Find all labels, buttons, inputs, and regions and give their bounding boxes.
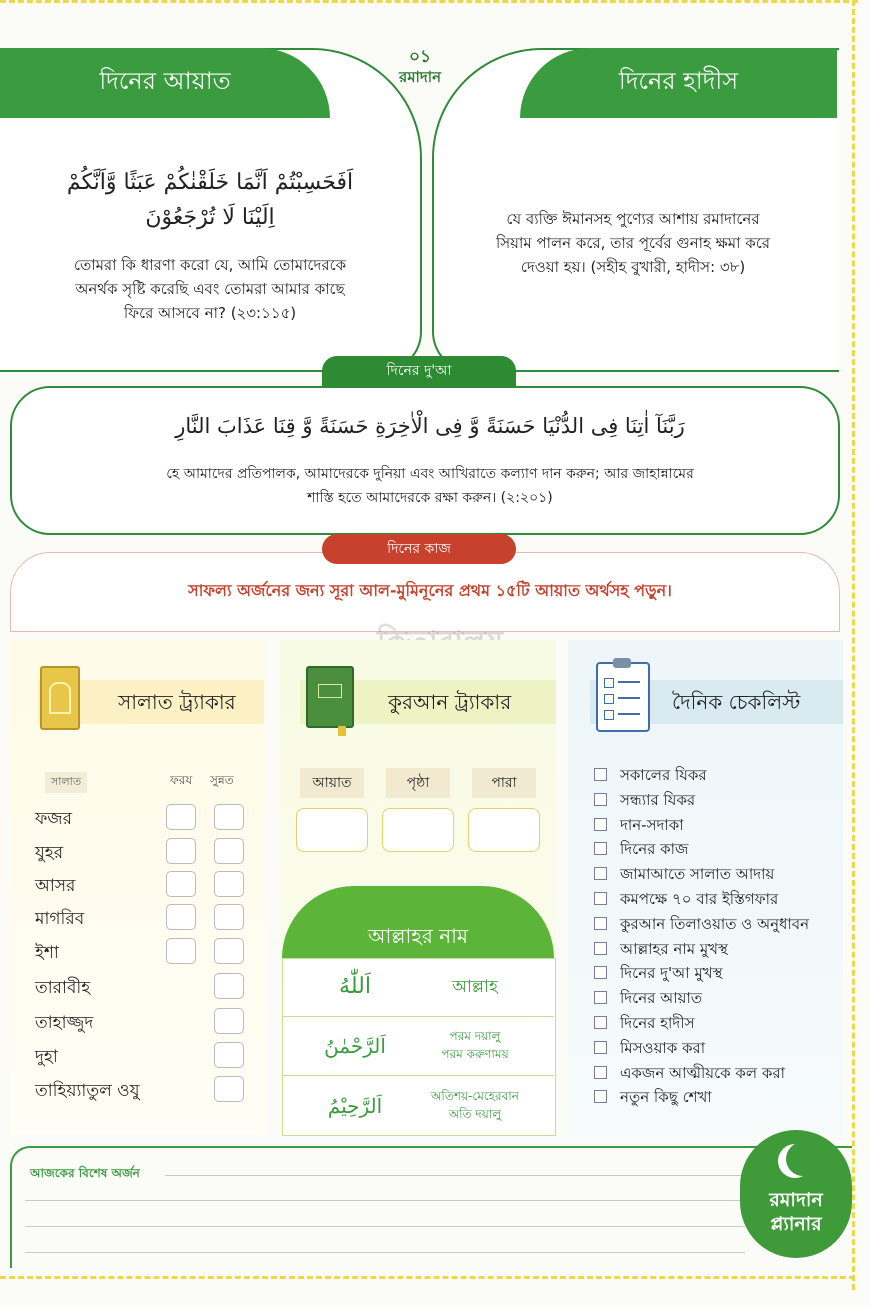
sunnah-checkbox[interactable] (214, 904, 244, 930)
fard-checkbox[interactable] (166, 804, 196, 830)
ayat-bangla-line1: তোমরা কি ধারণা করো যে, আমি তোমাদেরকে (73, 256, 347, 274)
checklist-item: মিসওয়াক করা (620, 1038, 706, 1057)
dua-box (10, 386, 840, 535)
prayer-name: যুহর (35, 843, 64, 863)
checklist-checkbox[interactable] (594, 768, 607, 781)
quran-book-icon (306, 666, 354, 728)
quran-para-input[interactable] (468, 808, 540, 852)
names-divider-2 (282, 1075, 554, 1076)
checklist-checkbox[interactable] (594, 1090, 607, 1103)
prayer-name: আসর (35, 876, 76, 896)
quran-ayat-input[interactable] (296, 808, 368, 852)
top-border (0, 0, 858, 6)
checklist-item: নতুন কিছু শেখা (620, 1088, 712, 1107)
name-3-bangla2: অতি দয়ালু (448, 1107, 502, 1121)
prayer-name: তাহিয়্যাতুল ওযু (35, 1081, 140, 1101)
checklist-checkbox[interactable] (594, 867, 607, 880)
hadith-line3: দেওয়া হয়। (সহীহ বুখারী, হাদীস: ৩৮) (520, 258, 746, 276)
hadith-title: দিনের হাদীস (520, 48, 837, 118)
dua-arabic: رَبَّنَآ اٰتِنَا فِى الدُّنْيَا حَسَنَةً وَّ فِى الْاٰخِرَةِ حَسَنَةً وَّ قِنَا عَذَابَ النَّارِ (175, 414, 685, 438)
prayer-name: ফজর (35, 809, 72, 829)
quran-col-para: পারা (472, 768, 536, 798)
sunnah-checkbox[interactable] (214, 938, 244, 964)
prayer-name: দুহা (35, 1047, 58, 1067)
salat-col-name: সালাত (45, 772, 87, 793)
sunnah-checkbox[interactable] (214, 973, 244, 999)
name-3-bangla1: অতিশয়-মেহেরবান (431, 1089, 519, 1103)
prayer-name: মাগরিব (35, 909, 85, 929)
quran-page-input[interactable] (382, 808, 454, 852)
salat-title: সালাত ট্র্যাকার (118, 690, 236, 714)
checklist-item: জামাআতে সালাত আদায় (620, 865, 775, 884)
sunnah-checkbox[interactable] (214, 838, 244, 864)
checklist-checkbox[interactable] (594, 1066, 607, 1079)
checklist-checkbox[interactable] (594, 793, 607, 806)
name-1-arabic: اَللّٰهُ (339, 974, 371, 999)
hadith-line2: সিয়াম পালন করে, তার পূর্বের গুনাহ ক্ষমা করে (495, 234, 771, 252)
checklist-item: দিনের দু'আ মুখস্থ (620, 964, 723, 983)
achievement-line-4 (25, 1252, 745, 1253)
checklist-title: দৈনিক চেকলিস্ট (672, 690, 801, 714)
names-divider-1 (282, 1016, 554, 1017)
prayer-name: তারাবীহ (35, 978, 91, 998)
logo-line2: প্ল্যানার (770, 1213, 822, 1235)
checklist-item: দান-সদাকা (620, 815, 684, 834)
day-number: ০১ (408, 47, 432, 67)
fard-checkbox[interactable] (166, 904, 196, 930)
checklist-item: সকালের যিকর (620, 766, 707, 784)
ayat-arabic-line1: اَفَحَسِبْتُمْ اَنَّمَا خَلَقْنٰكُمْ عَبَثًا وَّاَنَّكُمْ (66, 170, 354, 195)
kaj-text: সাফল্য অর্জনের জন্য সূরা আল-মুমিনূনের প্রথম ১৫টি আয়াত অর্থসহ পড়ুন। (188, 581, 672, 600)
achievement-line-3 (25, 1226, 745, 1227)
salat-col-sunnah: সুন্নত (210, 773, 234, 787)
sunnah-checkbox[interactable] (214, 1076, 244, 1102)
prayer-name: তাহাজ্জুদ (35, 1013, 94, 1033)
achievement-line-2 (25, 1200, 745, 1201)
ayat-bangla-line2: অনর্থক সৃষ্টি করেছি এবং তোমরা আমার কাছে (75, 280, 345, 298)
clipboard-icon (596, 662, 650, 732)
names-title: আল্লাহর নাম (367, 924, 469, 948)
prayer-mat-icon (40, 666, 80, 730)
checklist-item: কুরআন তিলাওয়াত ও অনুধাবন (620, 914, 810, 933)
checklist-checkbox[interactable] (594, 818, 607, 831)
ayat-title: দিনের আয়াত (0, 48, 330, 118)
right-border (852, 0, 858, 1290)
checklist-item: দিনের আয়াত (620, 989, 703, 1008)
dua-line2: শাস্তি হতে আমাদেরকে রক্ষা করুন। (২:২০১) (307, 490, 553, 506)
fard-checkbox[interactable] (166, 938, 196, 964)
checklist-checkbox[interactable] (594, 842, 607, 855)
fard-checkbox[interactable] (166, 838, 196, 864)
checklist-item: একজন আত্মীয়কে কল করা (620, 1063, 785, 1082)
name-2-bangla1: পরম দয়ালু (449, 1029, 501, 1043)
checklist-item: সন্ধ্যার যিকর (620, 790, 696, 809)
fard-checkbox[interactable] (166, 871, 196, 897)
checklist-checkbox[interactable] (594, 892, 607, 905)
sunnah-checkbox[interactable] (214, 1008, 244, 1034)
quran-col-page: পৃষ্ঠা (386, 768, 450, 798)
achievement-label: আজকের বিশেষ অর্জন (30, 1166, 140, 1180)
sunnah-checkbox[interactable] (214, 1042, 244, 1068)
name-2-bangla2: পরম করুণাময় (441, 1047, 509, 1061)
checklist-item: দিনের হাদীস (620, 1014, 695, 1032)
sunnah-checkbox[interactable] (214, 804, 244, 830)
salat-col-fard: ফরয (170, 773, 193, 787)
ayat-arabic-line2: اِلَيْنَا لَا تُرْجَعُوْنَ (145, 205, 275, 230)
checklist-item: আল্লাহর নাম মুখস্থ (620, 939, 728, 958)
checklist-checkbox[interactable] (594, 942, 607, 955)
checklist-checkbox[interactable] (594, 917, 607, 930)
checklist-checkbox[interactable] (594, 966, 607, 979)
checklist-checkbox[interactable] (594, 991, 607, 1004)
name-2-arabic: اَلرَّحْمٰنُ (324, 1034, 386, 1058)
ayat-bangla-line3: ফিরে আসবে না? (২৩:১১৫) (123, 304, 297, 322)
checklist-item: দিনের কাজ (620, 840, 689, 859)
quran-title: কুরআন ট্র্যাকার (388, 690, 512, 714)
bottom-border (0, 1276, 855, 1282)
quran-col-ayat: আয়াত (300, 768, 364, 798)
name-3-arabic: اَلرَّحِيْمُ (327, 1094, 383, 1118)
prayer-name: ইশা (35, 943, 59, 963)
name-1-bangla: আল্লাহ (452, 977, 498, 997)
dua-title: দিনের দু'আ (322, 356, 516, 386)
achievement-line-1 (165, 1175, 745, 1176)
day-label: রমাদান (398, 68, 442, 86)
checklist-item: কমপক্ষে ৭০ বার ইস্তিগফার (620, 890, 779, 908)
kaj-title: দিনের কাজ (322, 534, 516, 564)
checklist-checkbox[interactable] (594, 1016, 607, 1029)
dua-line1: হে আমাদের প্রতিপালক, আমাদেরকে দুনিয়া এবং আখিরাতে কল্যাণ দান করুন; আর জাহান্নামের (166, 466, 694, 482)
checklist-checkbox[interactable] (594, 1041, 607, 1054)
logo-line1: রমাদান (769, 1189, 823, 1211)
sunnah-checkbox[interactable] (214, 871, 244, 897)
hadith-line1: যে ব্যক্তি ঈমানসহ পুণ্যের আশায় রমাদানের (506, 210, 760, 228)
